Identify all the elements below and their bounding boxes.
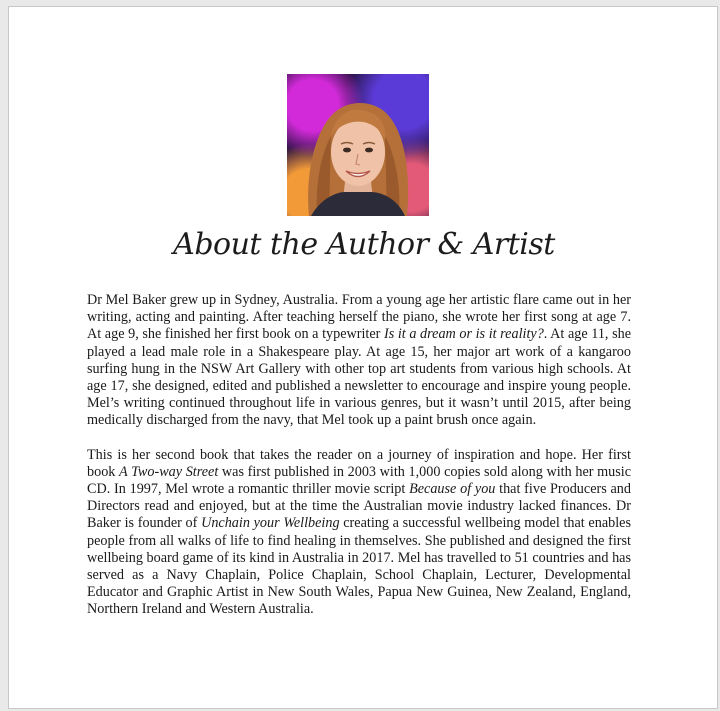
document-page (8, 6, 718, 709)
script-title: Because of you (409, 481, 496, 498)
paragraph-text: creating a successful wellbeing model that enables people from all walks of life to find healing in themselves. She published and designed the first wellbeing board game of its kind in Australia in 2017. Mel has travelled to 51 countries and has served as a Navy Chaplain, Police Chaplain, School Chaplain, Lecturer, Developmental Educator and Graphic Artist in New South Wales, Papua New Guinea, New Zealand, England, Northern Ireland and Western Australia. (87, 515, 631, 618)
author-bio (87, 292, 631, 636)
page-title: About the Author & Artist (173, 227, 555, 262)
author-photo (287, 74, 429, 216)
paragraph-text: that five Producers and Directors read and enjoyed, but at the time the Australian movie industry lacked finances. Dr Baker is founder of (87, 481, 631, 532)
paragraph-text: . At age 11, she played a lead male role in a Shakespeare play. At age 15, her major art work of a kangaroo surfing hung in the NSW Art Gallery with other top art students from various high schools. At age 17, she designed, edited and published a newsletter to encourage and inspire young people. Mel’s writing continued throughout life in various genres, but it wasn’t until 2015, after being medically discharged from the navy, that Mel took up a paint brush once again. (87, 326, 631, 429)
bio-paragraph-1 (87, 292, 631, 430)
bio-paragraph-2 (87, 447, 631, 619)
author-portrait-icon (287, 74, 429, 216)
organization-name: Unchain your Wellbeing (201, 515, 340, 532)
paragraph-text: was first published in 2003 with 1,000 copies sold along with her music CD. In 1997, Mel wrote a romantic thriller movie script (87, 463, 631, 498)
paragraph-text: Dr Mel Baker grew up in Sydney, Australia. From a young age her artistic flare came out in her writing, acting and painting. After teaching herself the piano, she wrote her first song at age 7. At age 9, she finished her first book on a typewriter (87, 292, 631, 343)
book-title: Is it a dream or is it reality? (384, 326, 544, 343)
paragraph-text: This is her second book that takes the reader on a journey of inspiration and hope. Her first book (87, 446, 631, 480)
book-title: A Two-way Street (119, 463, 219, 480)
